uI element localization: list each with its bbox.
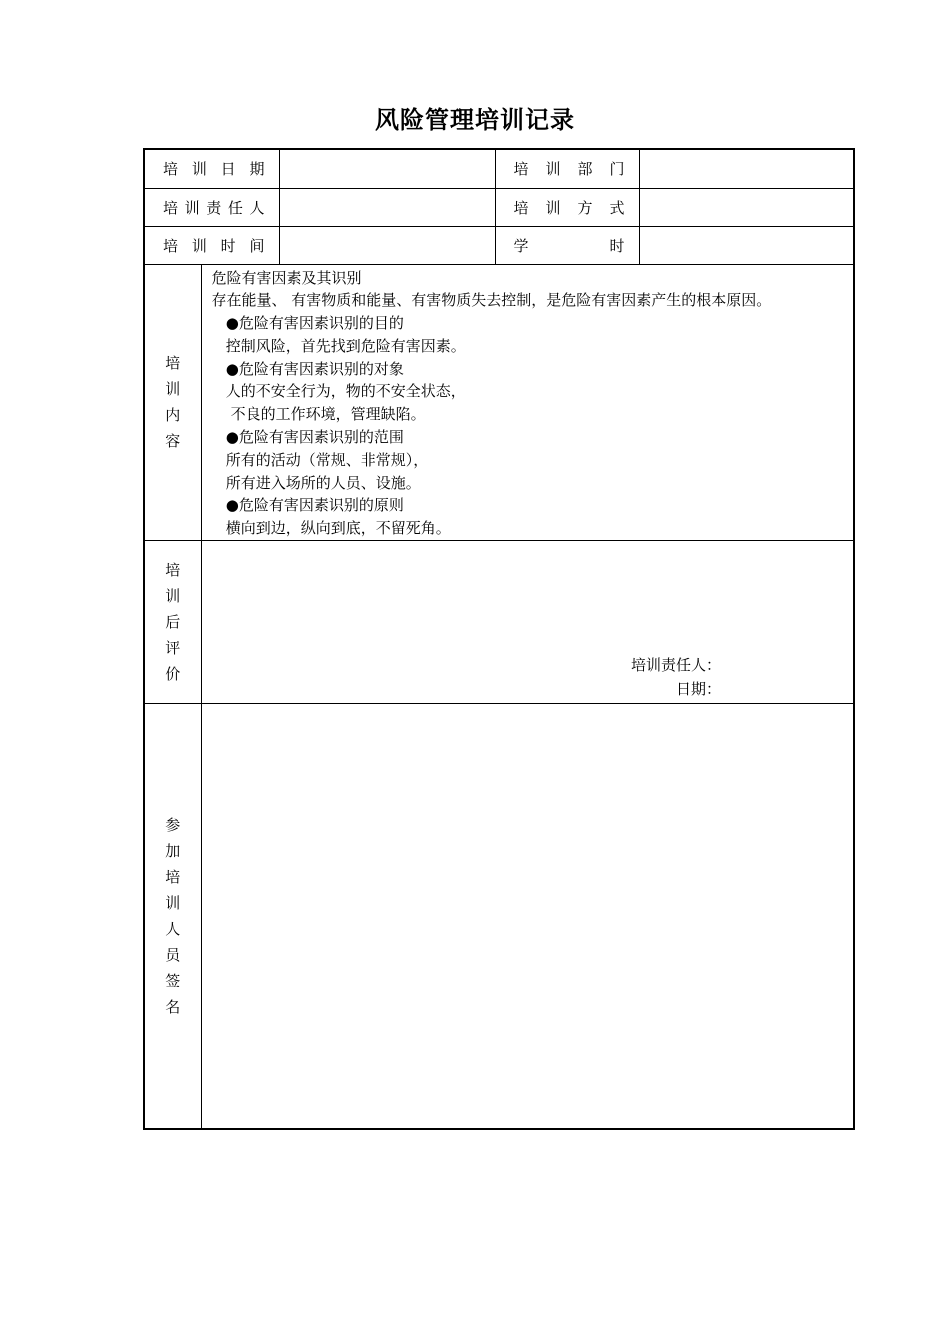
training-record-form <box>143 148 855 1130</box>
content-line: ●危险有害因素识别的对象 <box>211 359 404 378</box>
signature-row <box>144 704 854 1129</box>
evaluation-row <box>144 541 854 704</box>
field-label-3-text: 培 训 责 任 人 <box>163 198 265 217</box>
evaluation-responsible-label: 培训责任人： <box>630 656 721 675</box>
evaluation-label: 培 训 后 评 价 <box>144 541 201 704</box>
field-value-6[interactable] <box>639 226 854 264</box>
content-line: 存在能量、 有害物质和能量、有害物质失去控制，是危险有害因素产生的根本原因。 <box>211 291 772 310</box>
evaluation-date-label: 日期： <box>675 680 721 699</box>
signature-label: 参 加 培 训 人 员 签 名 <box>144 704 201 1129</box>
signature-area[interactable] <box>201 704 854 1129</box>
content-line: ●危险有害因素识别的原则 <box>211 496 404 515</box>
field-label-6-text: 学 时 <box>513 236 625 255</box>
field-label-4 <box>495 188 639 226</box>
header-row <box>144 188 854 226</box>
content-line: 横向到边，纵向到底，不留死角。 <box>211 519 451 538</box>
field-label-5 <box>144 226 279 264</box>
content-text <box>201 264 854 541</box>
content-label: 培 训 内 容 <box>144 264 201 541</box>
content-line: 危险有害因素及其识别 <box>211 268 362 287</box>
field-value-2[interactable] <box>639 149 854 188</box>
content-line: 控制风险，首先找到危险有害因素。 <box>211 336 466 355</box>
field-label-1-text: 培 训 日 期 <box>163 160 265 179</box>
content-line: 人的不安全行为，物的不安全状态， <box>211 382 466 401</box>
content-row <box>144 264 854 541</box>
evaluation-area[interactable] <box>201 541 854 704</box>
field-label-5-text: 培 训 时 间 <box>163 236 265 255</box>
page-title: 风险管理培训记录 <box>375 106 575 134</box>
field-label-2 <box>495 149 639 188</box>
header-row <box>144 149 854 188</box>
content-line: 所有进入场所的人员、设施。 <box>211 473 421 492</box>
header-row <box>144 226 854 264</box>
field-label-4-text: 培 训 方 式 <box>513 198 625 217</box>
field-label-6 <box>495 226 639 264</box>
field-value-5[interactable] <box>279 226 495 264</box>
field-label-2-text: 培 训 部 门 <box>513 160 625 179</box>
content-line: 不良的工作环境，管理缺陷。 <box>211 405 426 424</box>
content-line: 所有的活动（常规、非常规）， <box>211 450 429 469</box>
field-value-1[interactable] <box>279 149 495 188</box>
field-value-4[interactable] <box>639 188 854 226</box>
content-line: ●危险有害因素识别的范围 <box>211 428 404 447</box>
content-line: ●危险有害因素识别的目的 <box>211 314 404 333</box>
field-label-1 <box>144 149 279 188</box>
field-value-3[interactable] <box>279 188 495 226</box>
field-label-3 <box>144 188 279 226</box>
